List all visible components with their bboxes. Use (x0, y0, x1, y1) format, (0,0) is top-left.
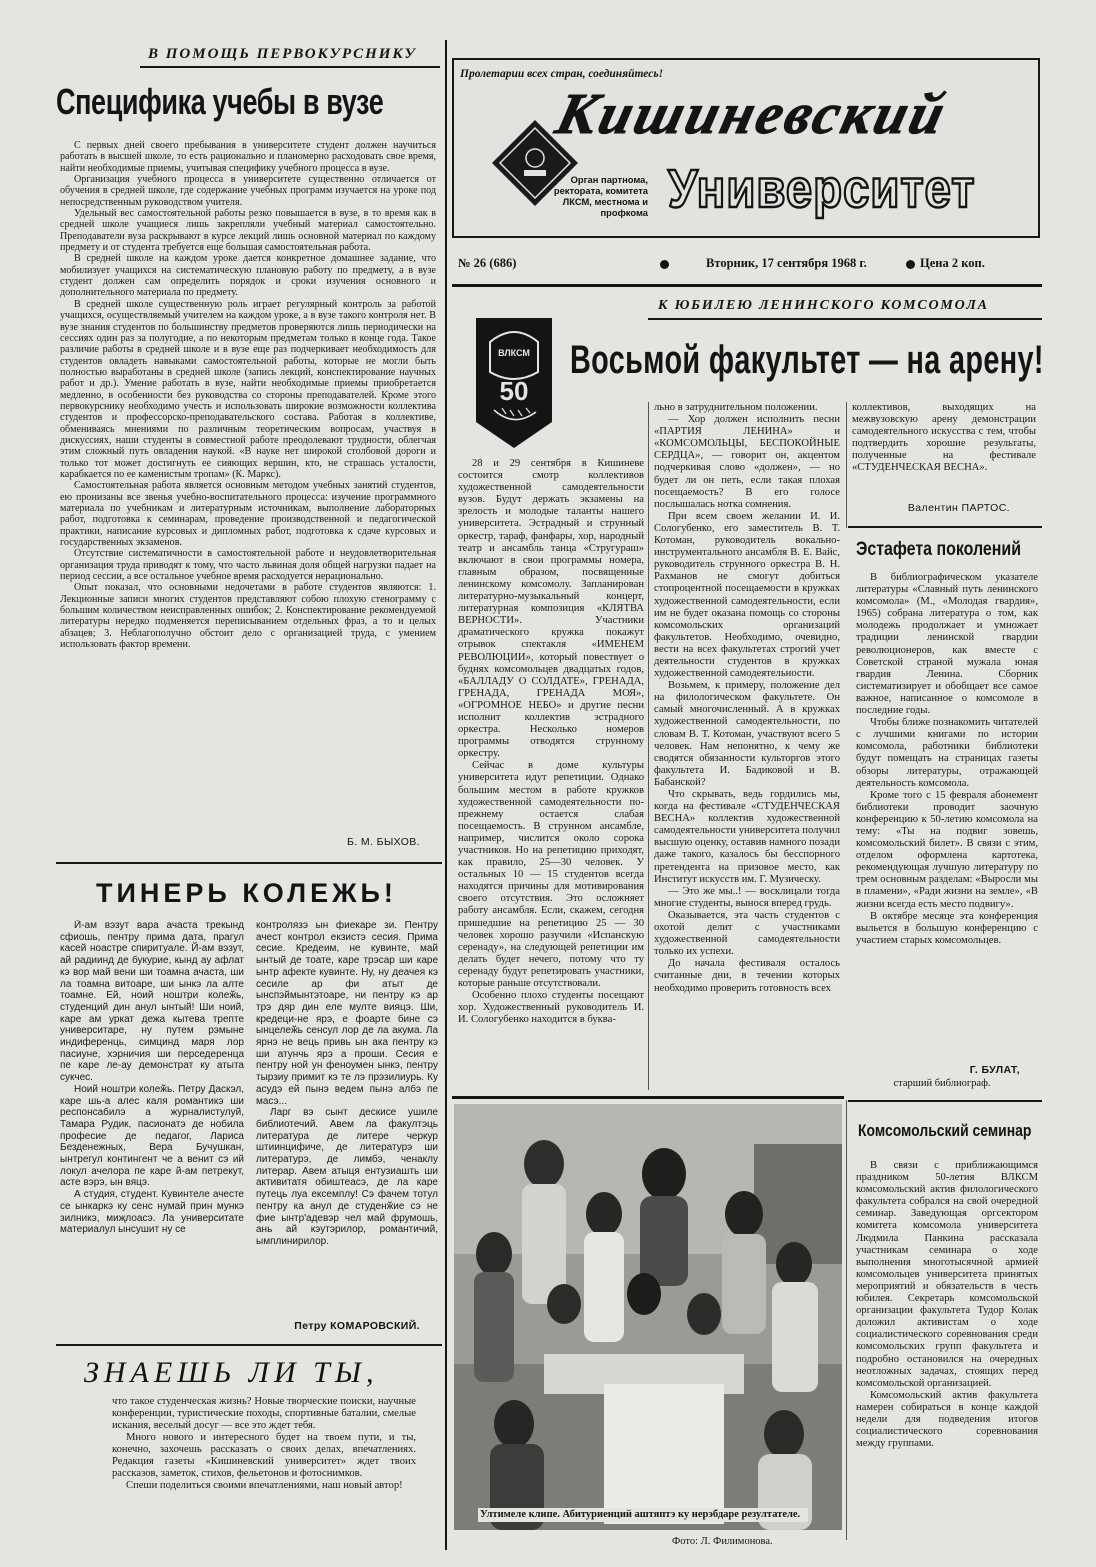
bullet-icon-1 (660, 260, 669, 269)
article1-title-wrap (56, 80, 456, 130)
badge-label: ВЛКСМ (498, 348, 530, 358)
divider-vertical-right (846, 1100, 847, 1540)
article2-col3-p1: коллективов, выходящих на межвузовскую арену демонстрации самодеятельного искусства с тем, чтобы подтвердить хорошие результаты, полученные на фестивале «СТУДЕНЧЕСКАЯ ВЕСНА». (852, 402, 1036, 474)
article3-title-wrap (856, 538, 1046, 566)
masthead-slogan: Пролетарии всех стран, соединяйтесь! (460, 68, 664, 80)
photo-top-divider (452, 1096, 844, 1099)
article2-col2-p3: При всем своем желании И. И. Сологубенко, его заместитель В. Т. Котоман, руководитель вокально-инструментального ансамбля В. Е. Вайс, руководитель струнного оркестра В. Н. Рахманов не смогут добиться стопроцентной посещаемости в кружках художественной самодеятельности, если им не будет оказана помощь со стороны комсомольских организаций факультетов. Необходимо, очевидно, вести на всех факультетах строгий учет деятельности студентов в кружках художественной самодеятельности. (654, 510, 840, 680)
article2-col2-p4: Возьмем, к примеру, положение дел на филологическом факультете. Он самый многочисленный. А в кружках художественной самодеятельности, по словам В. Т. Котоман, участвуют всего 5 человек. Нам непонятно, к чему же сводятся обязанности культоргов этого факультета И. Бадиковой и В. Бабанской? (654, 680, 840, 788)
article2-col2-p5: Что скрывать, ведь гордились мы, когда на фестивале «СТУДЕНЧЕСКАЯ ВЕСНА» коллектив художественной самодеятельности университета получил высшую оценку, оставив намного позади даже такого, казалось бы бесспорного претендента на призовое место, как Институт искусств им. Г. Музическу. (654, 789, 840, 885)
article3-author-role: старший библиограф. (893, 1078, 991, 1089)
article1-author: Б. М. БЫХОВ. (346, 836, 420, 848)
masthead-organ: Орган партнома, ректората, комитета ЛКСМ, местнома и профкома (553, 174, 648, 218)
article1-p2: Организация учебного процесса в университете существенно отличается от обучения в средней школе, где содержание учебных программ изучается на уроке под непосредственным руководством учителя. (60, 174, 436, 208)
rubric-first-year: В ПОМОЩЬ ПЕРВОКУРСНИКУ (148, 46, 417, 62)
rubric-jubilee: К ЮБИЛЕЮ ЛЕНИНСКОГО КОМСОМОЛА (658, 298, 989, 313)
article3-author: Г. БУЛАТ, (969, 1064, 1020, 1076)
article2-col2 (654, 402, 840, 1092)
article4-p2: Комсомольский актив факультета намерен собираться в конце каждой недели для подведения итогов социалистического соревнования между группами. (856, 1389, 1038, 1450)
jubilee-underline (648, 318, 1042, 320)
article1-p7: Отсутствие систематичности в самостоятельной работе и неудовлетворительная организация труда приводят к тому, что часто львиная доля общей нагрузки падает на период сессии, а все остальное учебное время расходуется нерационально. (60, 548, 436, 583)
article4-title: Комсомольский семинар (858, 1121, 1032, 1140)
article4-body (856, 1160, 1038, 1450)
masthead (452, 58, 1040, 238)
article2-col1-p1: 28 и 29 сентября в Кишиневе состоится смотр коллективов художественной самодеятельности вузов. Будут держать экзамены на зрелость и молодые таланты нашего университета. Эстрадный и струнный оркестр, тараф, фанфары, хор, народный театр и ансамбль танца «Стругураш» включают в свои программы номера, главным образом, посвященные ленинскому комсомолу. Запланирован литературно-музыкальный концерт, литературная композиция «КЛЯТВА ВЕРНОСТИ». Участники драматического кружка покажут отрывок спектакля «ИМЕНЕМ РЕВОЛЮЦИИ», который повествует о буднях комсомольцев двадцатых годов, «БАЛЛАДУ О СОЛДАТЕ», ГРЕНАДА, ГРЕНАДА, ГРЕНАДА МОЯ», «ОГРОМНОЕ НЕБО» и другие песни исполнит коллектив эстрадного оркестра. Несколько номеров программы отводятся струнному оркестру. (458, 458, 644, 760)
article4-title-wrap (858, 1120, 1048, 1146)
article1-body (60, 140, 436, 650)
article1-p1: С первых дней своего пребывания в университете студент должен научиться работать в высшей школе, то есть рационально и планомерно расходовать свое время, найти необходимые приемы, учитывая специфику учебного процесса в вузе. (60, 140, 436, 174)
article2-col-divider-1 (648, 402, 649, 1090)
article5-col2-p1: контролязэ ын фиекаре зи. Пентру ачест контрол екзистэ сесия. Прима сесие. Кредеим, не кувинте, май ынтый де тоате, каре трэсар ши каре ынтр афекте кувинте. Ну, ну деачея кэ сесиле ар фи атыт де ынспэймынтэтоаре, ни пентру кэ ар трэ дяр дин еле мулте вияцэ. Ши, кредеци-не ярэ, е фоарте бине сэ ынцелеӂь сенсул лор де ла акума. Ла ярнэ не вець привь ын ака пентру кэ ши атунчь ярэ а проши. Сесия е пентру ной ун феноумен ынкэ, пентру тырзиу примит кэ те лэ прэзилиурь. Ку асудэ ей пынэ ведем пынэ албэ пе масэ... (256, 920, 438, 1107)
divider-left-1 (56, 862, 442, 864)
issue-number: № 26 (686) (458, 256, 517, 270)
article6-p1: что такое студенческая жизнь? Новые творческие поиски, научные конференции, туристические походы, спортивные баталии, смелые искания, веселый досуг — все это ждет тебя. (112, 1396, 416, 1431)
article1-p5: В средней школе существенную роль играет регулярный контроль за работой учащихся, осуществляемый учителем на каждом уроке, а в вузе такого контроля нет. В вузе знания студентов по большинству предметов проверяются лишь периодически на сессиях один раз за полугодие, а по некоторым предметам только в конце года. Такое различие работы в средней школе и в вузе еще раз подчеркивает необходимость для студентов овладеть навыками самостоятельной работы, которые не могли быть полностью выработаны в средней школе (запись лекций, конспектирование научных работ и др.). Умение работать в вузе, найти необходимые приемы приобретается медленно, в особенности без руководства со стороны преподавателей. Кроме этого первокурснику необходимо учесть и использовать широкие возможности коллектива студентов и профессорско-преподавательского состава. Работая в коллективе, обмениваясь мнениями по различным теоретическим вопросам, участвуя в дискуссиях, наши студенты в совместной работе преодолевают трудности, облегчая этим сложный путь овладения наукой. «В науке нет широкой столбовой дороги и только тот может достигнуть ее сияющих вершин, кто, не страшась усталости, карабкается по ее каменистым тропам» (К. Маркс). (60, 298, 436, 480)
article1-p3: Удельный вес самостоятельной работы резко повышается в вузе, в то время как в средней школе учащиеся лишь закрепляли учебный материал самостоятельно. Преподаватели вуза раскрывают в курсе лекций лишь основной материал по каждому предмету и от студента требуется еще большая самостоятельная работа. (60, 208, 436, 254)
article2-title: Восьмой факультет — на арену! (570, 338, 1044, 382)
rubric-underline (140, 66, 440, 68)
article2-col2-p2: — Хор должен исполнить песни «ПАРТИЯ ЛЕНИНА» и «КОМСОМОЛЬЦЫ, БЕСПОКОЙНЫЕ СЕРДЦА», — говорит он, акцентом подчеркивая слово «должен», — но будет ли он петь, если такая плохая посещаемость? В его голосе послышалась нотка сомнения. (654, 414, 840, 510)
article1-p4: В средней школе на каждом уроке дается конкретное домашнее задание, что мобилизует учащихся на систематическую плановую работу по предмету, а в вузе студент должен сам определить порядок и сроки изучения основного и дополнительного материала по предмету. (60, 253, 436, 299)
article2-col1-p3: Особенно плохо студенты посещают хор. Художественный руководитель И. И. Сологубенко находится в буква- (458, 990, 644, 1026)
article5-author: Петру КОМАРОВСКИЙ. (294, 1320, 420, 1332)
divider-vertical-left (445, 40, 447, 1550)
divider-right-2 (848, 1100, 1042, 1102)
article3-p4: В октябре месяце эта конференция выльется в большую конференцию с участием старых комсомольцев. (856, 910, 1038, 946)
masthead-name-line1: Кишиневский (550, 81, 955, 146)
article4-p1: В связи с приближающимся праздником 50-летия ВЛКСМ комсомольский актив филологического факультета собрался на свой очередной семинар. Заведующая оргсектором комитета комсомола университета Людмила Панкина рассказала участникам семинара о ходе выполнения многотысячной армией комсомольцев университета принятых мероприятий и обязательств в честь юбилея. Секретарь комсомольской организации факультета Тудор Колак доложил активистам о ходе социалистического соревнования среди комсомольских групп факультета и подробно остановился на очередных неотложных задачах, стоящих перед комсомольской организацией. (856, 1160, 1038, 1389)
article2-col2-p6: — Это же мы..! — восклицали тогда многие студенты, вынося вперед грудь. (654, 885, 840, 909)
bullet-icon-2 (906, 260, 915, 269)
article1-title: Специфика учебы в вузе (56, 81, 384, 122)
article1-p8: Опыт показал, что основными недочетами в работе студентов являются: 1. Лекционные записи многих студентов представляют собою плохую стенограмму с большим количеством неисправленных ошибок; 2. Конспектирование рекомендуемой литературы нередко подменяется переписыванием отдельных фраз, а то и целых абзацев; 3. Неблагополучно обстоит дело с организацией труда, с умением использовать фактор времени. (60, 582, 436, 651)
article2-col1 (458, 458, 644, 1090)
badge-number: 50 (499, 376, 529, 406)
article2-col1-p2: Сейчас в доме культуры университета идут репетиции. Однако большим местом в работе кружков художественной самодеятельности по-прежнему остается слабая посещаемость. В струнном ансамбле, например, числится около сорока участников. Но на репетицию приходят, как правило, 25—30 человек. У остальных 10 — 15 студентов всегда находятся причины для мотивирования своего отсутствия. Это осложняет работу ансамбля. Если, скажем, сегодня пришедшие на репетицию 25 — 30 человек хорошо разучили «Испанскую серенаду», на следующей репетиции им делать будет нечего, потому что ту серенаду будут репетировать участники, которые раньше отсутствовали. (458, 760, 644, 990)
article2-col2-p7: Оказывается, эта часть студентов с охотой делит с участниками художественной самодеятельности только их успехи. (654, 909, 840, 958)
vlksm-50-badge (472, 314, 556, 452)
article5-col1-p1: Й-ам вэзут вара ачаста трекынд сфиошь, пентру прима дата, прагул касей ноастре спиритуале. Й-ам вэзут, ай радиинд де букурие, кынд ау афлат кэ вор май вени ши тоамна ачаста, ши ла тоамна витоаре, ши ынкэ ла алте тоамне. Ей, ноий ноштри колеӂь, студенций дин анул ынтый! Ши ноий, каре ам уркат дежа кытева трепте университаре, ну путем рэмыне индиференць, симцинд маря лор пасиуне, хэрничия ши перседеренца пе каре ле-ау демонстрат ку атыта сукчес. (60, 920, 244, 1084)
emblem-label: КГУ (527, 179, 543, 188)
photo-students (454, 1104, 842, 1530)
article3-body (856, 572, 1038, 947)
masthead-name-line2: Университет (668, 159, 976, 219)
article2-col2-p1: льно в затруднительном положении. (654, 402, 818, 413)
article5-col1-p3: А студия, студент. Кувинтеле ачесте се ынкаркэ ку сенс нумай прин мункэ зилникэ, миҗлоасэ. Ла университате материалул ынсушит ну се (60, 1189, 244, 1236)
article2-author: Валентин ПАРТОС. (907, 502, 1010, 514)
issue-date: Вторник, 17 сентября 1968 г. (706, 256, 867, 270)
divider-masthead (452, 284, 1042, 287)
article2-title-wrap (570, 334, 1044, 394)
article5-col1-p2: Ноий ноштри колеӂь. Петру Даскэл, каре шь-а алес каля романтикэ ши респонсабилэ а журналистулуй, Тамара Рудик, пасионатэ де нобила професие де педагог, Лариса Безденежных, Вера Бучушкан, ынтрегул контингент че а венит сэ ий локул ачелора пе каре й-ам петрекут, асте вэрэ, ын вяцэ. (60, 1083, 244, 1189)
issue-price: Цена 2 коп. (920, 256, 985, 270)
article2-col-divider-2 (846, 402, 847, 528)
photo-caption: Ултимеле клипе. Абитуриенций аштяптэ ку нерэбдаре резултателе. (478, 1508, 808, 1522)
article3-p2: Чтобы ближе познакомить читателей с лучшими книгами по истории комсомола, работники библиотеки будут помещать на страницах газеты обзоры литературы, отражающей деятельность комсомола. (856, 717, 1038, 789)
article3-p1: В библиографическом указателе литературы «Славный путь ленинского комсомола» (М., «Молодая гвардия», 1965) собрана литература о том, как молодежь продолжает и умножает традиции ленинской гвардии революционеров, как вместе с Советской страной мужала юная гвардия Ленина. Сборник систематизирует и обобщает все самое важное, написанное о комсомоле в последние годы. (856, 572, 1038, 717)
article3-p3: Кроме того с 15 февраля абонемент библиотеки проводит заочную конференцию к 50-летию комсомола на тему: «Ты на подвиг зовешь, комсомольский билет». В связи с этим, отделом оформлена картотека, рекомендующая лучшую литературу по трем основным разделам: «Выросли мы в пламени», «Ради жизни на земле», «В жизни всегда есть место подвигу». (856, 789, 1038, 910)
divider-right-1 (848, 526, 1042, 528)
article2-col2-p8: До начала фестиваля осталось считанные дни, в течении которых необходимо проверить готовность всех (654, 958, 840, 994)
article6-p3: Спеши поделиться своими впечатлениями, наш новый автор! (126, 1480, 403, 1491)
article5-col1 (60, 920, 244, 1336)
divider-left-2 (56, 1344, 442, 1346)
photo-credit: Фото: Л. Филимонова. (672, 1536, 773, 1547)
article6-body (112, 1396, 416, 1492)
article6-p2: Много нового и интересного будет на твоем пути, и ты, конечно, захочешь рассказать о своих делах, впечатлениях. Редакция газеты «Кишиневский университет» ждет твоих рассказов, заметок, стихов, фельетонов и фотоснимков. (112, 1432, 416, 1479)
article3-title: Эстафета поколений (856, 539, 1022, 560)
article5-col2-p2: Ларг вэ сынт дескисе ушиле библиотечий. Авем ла факултэць литература де литере черкур штиинцифиче, де литературэ ши литературэ, де лимбэ, ченаклу литерар. Авем атыця ентузиашть ши активитатя обиштеасэ, де ла каре путець луа ексемплу! Сэ фачем тотул пентру ка анул де студенӂие сэ не фие ынтр'адевэр чел май фрумошь, ань ай кэутэрилор, романтичий, ымплинирилор. (256, 1107, 438, 1247)
article5-col2 (256, 920, 438, 1312)
article2-col3 (852, 402, 1036, 475)
article5-title: ТИНЕРЬ КОЛЕЖЬ! (96, 878, 397, 908)
article1-p6: Самостоятельная работа является основным методом учебных занятий студентов, ею пронизаны все звенья учебно-воспитательного процесса: изучение программного материала по учебникам и литературным источникам, выполнение лабораторных работ, подготовка к семинарам, проведение производственной и педагогической практики, написание курсовых и дипломных работ, подготовка к сдаче курсовых и государственных экзаменов. (60, 480, 436, 549)
article6-title: ЗНАЕШЬ ЛИ ТЫ, (84, 1356, 379, 1389)
